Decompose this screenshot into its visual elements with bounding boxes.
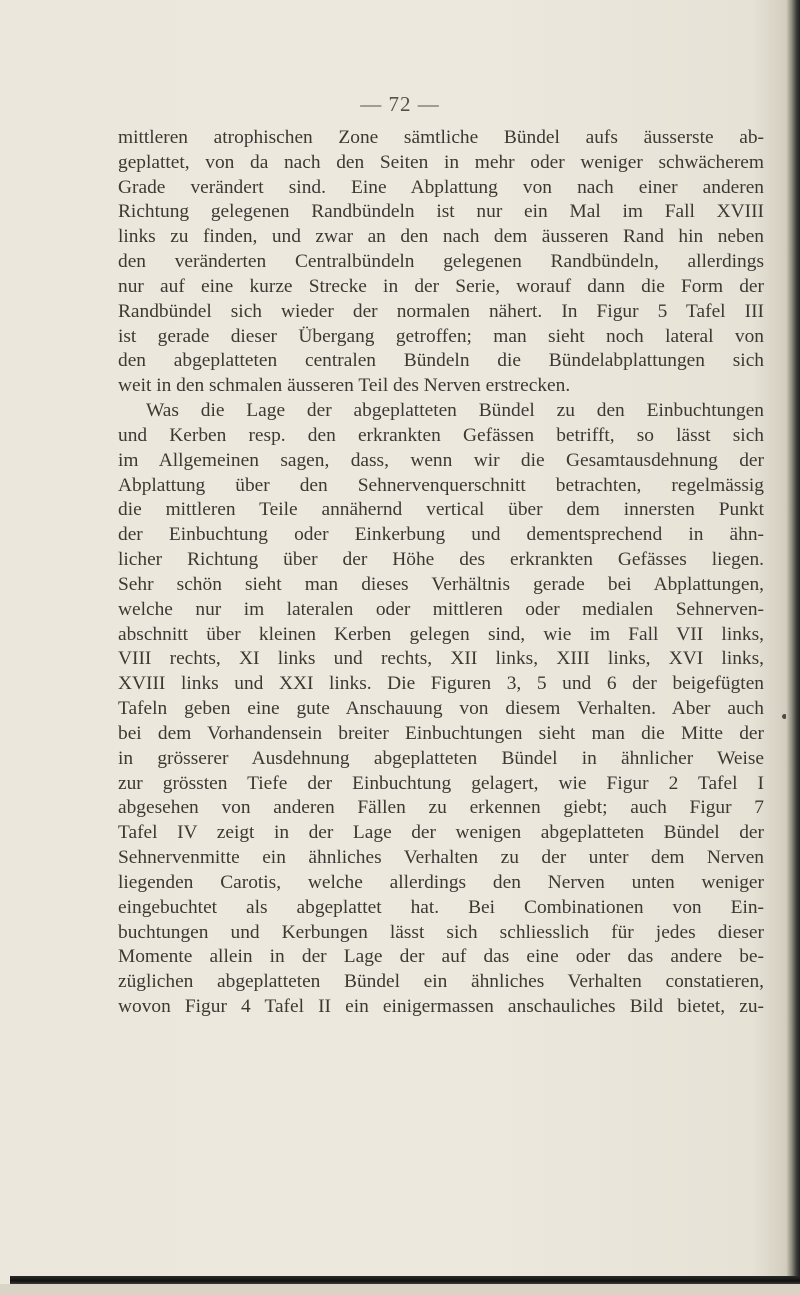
text-line: züglichen abgeplatteten Bündel ein ähnliches Verhalten constatieren, <box>118 971 764 993</box>
text-line: geplattet, von da nach den Seiten in mehr oder weniger schwächerem <box>118 151 764 173</box>
text-line: Tafeln geben eine gute Anschauung von diesem Verhalten. Aber auch <box>118 698 764 720</box>
text-line: Abplattung über den Sehnervenquerschnitt betrachten, regelmässig <box>118 474 764 496</box>
text-line: und Kerben resp. den erkrankten Gefässen betrifft, so lässt sich <box>118 424 764 446</box>
page-number: — 72 — <box>360 92 440 116</box>
text-line: XVIII links und XXI links. Die Figuren 3, 5 und 6 der beigefügten <box>118 673 764 695</box>
text-line: ist gerade dieser Übergang getroffen; man sieht noch lateral von <box>118 325 764 347</box>
text-line: mittleren atrophischen Zone sämtliche Bündel aufs äusserste ab- <box>118 127 764 148</box>
text-line: den veränderten Centralbündeln gelegenen Randbündeln, allerdings <box>118 251 764 273</box>
text-line: abschnitt über kleinen Kerben gelegen sind, wie im Fall VII links, <box>118 623 764 645</box>
text-line: den abgeplatteten centralen Bündeln die Bündelabplattungen sich <box>118 350 764 372</box>
text-line: welche nur im lateralen oder mittleren oder medialen Sehnerven- <box>118 598 764 620</box>
page-bottom-edge <box>10 1276 800 1284</box>
text-line: liegenden Carotis, welche allerdings den Nerven unten weniger <box>118 871 764 893</box>
text-line: Momente allein in der Lage der auf das eine oder das andere be- <box>118 946 764 968</box>
text-line: licher Richtung über der Höhe des erkrankten Gefässes liegen. <box>118 549 764 571</box>
text-line: zur grössten Tiefe der Einbuchtung gelagert, wie Figur 2 Tafel I <box>118 772 764 794</box>
text-line: nur auf eine kurze Strecke in der Serie, worauf dann die Form der <box>118 275 764 297</box>
text-line: buchtungen und Kerbungen lässt sich schliesslich für jedes dieser <box>118 921 764 943</box>
text-line: links zu finden, und zwar an den nach dem äusseren Rand hin neben <box>118 226 764 248</box>
text-line: Randbündel sich wieder der normalen nähert. In Figur 5 Tafel III <box>118 300 764 322</box>
text-line: die mittleren Teile annähernd vertical über dem innersten Punkt <box>118 499 764 521</box>
text-line: bei dem Vorhandensein breiter Einbuchtungen sieht man die Mitte der <box>118 722 764 744</box>
text-line: Grade verändert sind. Eine Abplattung von nach einer anderen <box>118 176 764 198</box>
text-line: im Allgemeinen sagen, dass, wenn wir die Gesamtausdehnung der <box>118 449 764 471</box>
body-text <box>118 126 764 1020</box>
text-line: der Einbuchtung oder Einkerbung und dementsprechend in ähn- <box>118 524 764 546</box>
text-line: weit in den schmalen äusseren Teil des Nerven erstrecken. <box>118 375 571 397</box>
text-line: wovon Figur 4 Tafel II ein einigermassen anschauliches Bild bietet, zu- <box>118 995 764 1017</box>
text-line: Richtung gelegenen Randbündeln ist nur ein Mal im Fall XVIII <box>118 201 764 223</box>
text-line: abgesehen von anderen Fällen zu erkennen giebt; auch Figur 7 <box>118 797 764 819</box>
text-line: Sehnervenmitte ein ähnliches Verhalten zu der unter dem Nerven <box>118 847 764 869</box>
text-line: in grösserer Ausdehnung abgeplatteten Bündel in ähnlicher Weise <box>118 747 764 769</box>
text-line: Tafel IV zeigt in der Lage der wenigen abgeplatteten Bündel der <box>118 822 764 844</box>
text-line: VIII rechts, XI links und rechts, XII links, XIII links, XVI links, <box>118 648 764 670</box>
text-line: eingebuchtet als abgeplattet hat. Bei Combinationen von Ein- <box>118 896 764 918</box>
book-spine-shadow <box>786 0 800 1295</box>
text-line: Was die Lage der abgeplatteten Bündel zu den Einbuchtungen <box>146 400 764 422</box>
text-line: Sehr schön sieht man dieses Verhältnis gerade bei Abplattungen, <box>118 573 764 595</box>
page-bottom-margin <box>0 1284 800 1295</box>
